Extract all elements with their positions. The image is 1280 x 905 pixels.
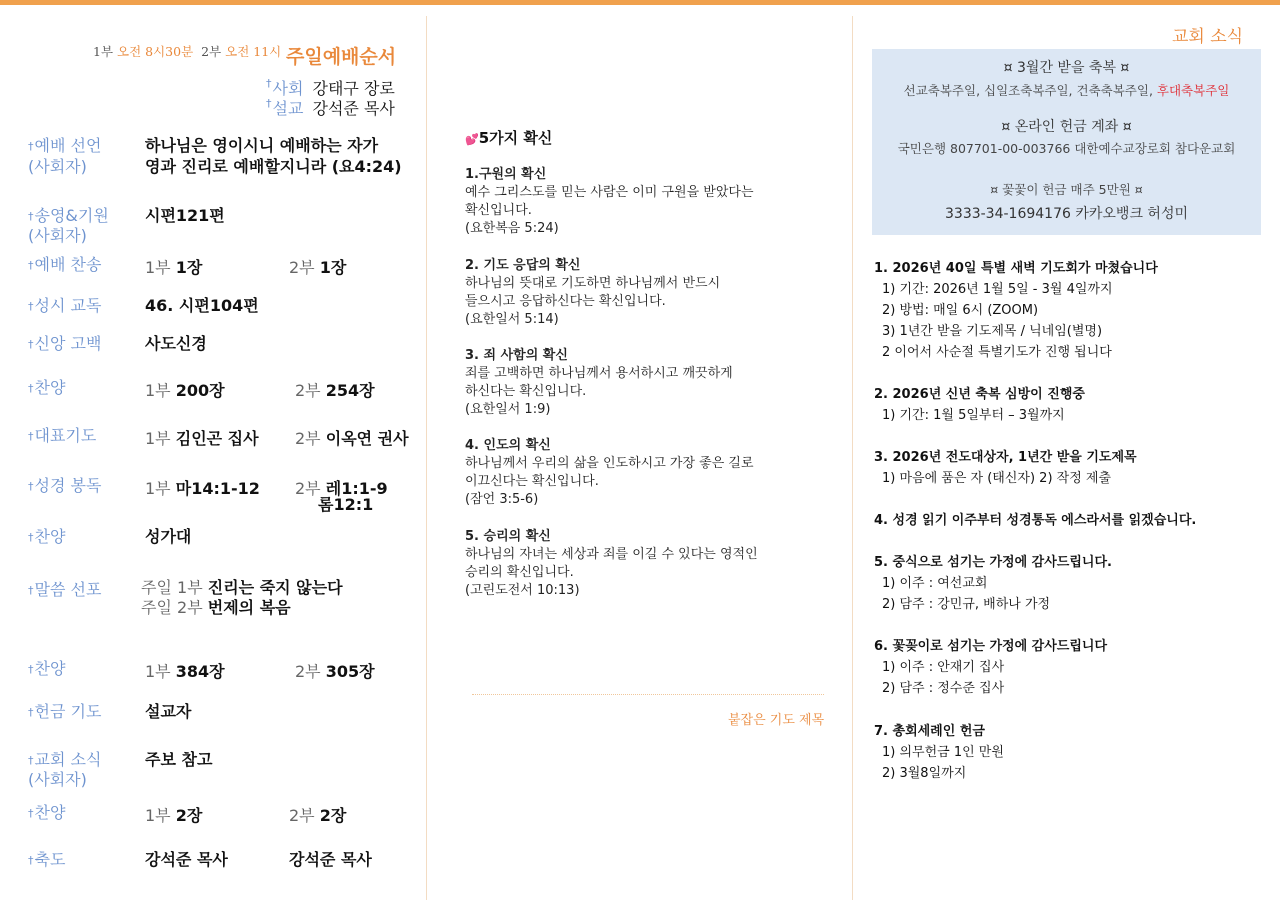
order-sub-declaration: (사회자)	[28, 157, 87, 176]
box-heading-account: ¤ 온라인 헌금 계좌 ¤	[1001, 119, 1132, 135]
order-value-scripture-2b: 롬12:1	[318, 495, 374, 514]
order-value-choir: 성가대	[145, 527, 192, 546]
order-label-praise-2: †찬양	[28, 659, 66, 678]
order-sub-news: (사회자)	[28, 770, 87, 789]
order-label-benediction: †축도	[28, 850, 66, 869]
order-value-doxology: 시편121편	[145, 206, 225, 225]
service-times: 1부 오전 8시30분 2부 오전 11시	[93, 44, 282, 59]
order-value-creed: 사도신경	[145, 334, 207, 353]
news-item-4: 4. 성경 읽기 이주부터 성경통독 에스라서를 읽겠습니다.	[874, 513, 1197, 528]
box-line-flowers: 3333-34-1694176 카카오뱅크 허성미	[945, 206, 1188, 222]
news-item-1: 1. 2026년 40일 특별 새벽 기도회가 마쳤습니다 1) 기간: 2026년 1월 5일 - 3월 4일까지 2) 방법: 매일 6시 (ZOOM) 3) 1년간 받을 기도제목 / 닉네임(별명) 2 이어서 사순절 특별기도가 진행 됩니다	[874, 261, 1158, 360]
order-value-news: 주보 참고	[145, 750, 213, 769]
order-label-hymn: †예배 찬송	[28, 255, 102, 274]
confirmation-2: 2. 기도 응답의 확신 하나님의 뜻대로 기도하면 하나님께서 반드시 들으시고 응답하신다는 확신입니다. (요한일서 5:14)	[465, 258, 721, 327]
order-value-prayer-2: 2부 이옥연 권사	[295, 429, 409, 448]
order-value-offering: 설교자	[145, 702, 192, 721]
order-label-choir: †찬양	[28, 527, 66, 546]
order-value-declaration-2: 영과 진리로 예배할지니라 (요4:24)	[145, 157, 402, 176]
order-value-prayer-1: 1부 김인곤 집사	[145, 429, 259, 448]
order-value-responsive: 46. 시편104편	[145, 296, 259, 315]
news-item-2: 2. 2026년 신년 축복 심방이 진행중 1) 기간: 1월 5일부터 – 3월까지	[874, 387, 1085, 423]
order-label-praise-1: †찬양	[28, 378, 66, 397]
top-accent-bar	[0, 0, 1280, 5]
leader-preacher: †설교 강석준 목사	[266, 97, 395, 118]
column-divider-2	[852, 16, 853, 900]
order-label-scripture: †성경 봉독	[28, 476, 102, 495]
order-value-praise-2b: 2부 305장	[295, 662, 375, 681]
order-label-praise-3: †찬양	[28, 803, 66, 822]
box-heading-blessings: ¤ 3월간 받을 축복 ¤	[1003, 60, 1130, 76]
order-sub-doxology: (사회자)	[28, 226, 87, 245]
confirmations-title: 💕5가지 확신	[465, 129, 553, 147]
news-item-6: 6. 꽃꽂이로 섬기는 가정에 감사드립니다 1) 이주 : 안재기 집사 2) 담주 : 정수준 집사	[874, 639, 1108, 696]
order-value-scripture-2: 2부 레1:1-9	[295, 479, 388, 498]
order-value-hymn-2: 2부 1장	[289, 258, 347, 277]
order-value-praise-1b: 2부 254장	[295, 381, 375, 400]
page-title: 주일예배순서	[286, 46, 397, 68]
news-title: 교회 소식	[1172, 27, 1244, 47]
news-item-5: 5. 중식으로 섬기는 가정에 감사드립니다. 1) 이주 : 여선교회 2) 담주 : 강민규, 배하나 가정	[874, 555, 1112, 612]
confirmation-1: 1.구원의 확신 예수 그리스도를 믿는 사람은 이미 구원을 받았다는 확신입니다. (요한복음 5:24)	[465, 167, 754, 236]
order-label-prayer: †대표기도	[28, 426, 97, 445]
order-value-benediction-1: 강석준 목사	[145, 850, 228, 869]
order-value-praise-3b: 2부 2장	[289, 806, 347, 825]
order-label-creed: †신앙 고백	[28, 334, 102, 353]
order-value-praise-1a: 1부 200장	[145, 381, 225, 400]
confirmation-3: 3. 죄 사함의 확신 죄를 고백하면 하나님께서 용서하시고 깨끗하게 하신다는 확신입니다. (요한일서 1:9)	[465, 348, 733, 417]
order-label-declaration: †예배 선언	[28, 136, 102, 155]
box-heading-flowers: ¤ 꽃꽃이 헌금 매주 5만원 ¤	[990, 182, 1143, 197]
heart-icon: 💕	[465, 133, 479, 146]
order-value-benediction-2: 강석준 목사	[289, 850, 372, 869]
order-value-hymn-1: 1부 1장	[145, 258, 203, 277]
order-value-praise-2a: 1부 384장	[145, 662, 225, 681]
prayer-topics-title: 붙잡은 기도 제목	[728, 713, 825, 728]
order-value-sermon-2: 주일 2부 번제의 복음	[141, 598, 291, 617]
order-label-doxology: †송영&기원	[28, 206, 109, 225]
dotted-divider	[472, 694, 824, 695]
order-label-offering: †헌금 기도	[28, 702, 102, 721]
order-label-sermon: †말씀 선포	[28, 580, 102, 599]
news-item-3: 3. 2026년 전도대상자, 1년간 받을 기도제목 1) 마음에 품은 자 (태신자) 2) 작정 제출	[874, 450, 1137, 486]
column-divider-1	[426, 16, 427, 900]
confirmation-4: 4. 인도의 확신 하나님께서 우리의 삶을 인도하시고 가장 좋은 길로 이끄신다는 확신입니다. (잠언 3:5-6)	[465, 438, 754, 507]
box-line-blessings: 선교축복주일, 십일조축복주일, 건축축복주일, 후대축복주일	[903, 83, 1230, 98]
confirmation-5: 5. 승리의 확신 하나님의 자녀는 세상과 죄를 이길 수 있다는 영적인 승리의 확신입니다. (고린도전서 10:13)	[465, 529, 758, 598]
box-line-account: 국민은행 807701-00-003766 대한예수교장로회 참다운교회	[897, 141, 1236, 156]
order-value-praise-3a: 1부 2장	[145, 806, 203, 825]
order-value-declaration-1: 하나님은 영이시니 예배하는 자가	[145, 136, 379, 155]
order-value-sermon-1: 주일 1부 진리는 죽지 않는다	[141, 578, 343, 597]
order-value-scripture-1: 1부 마14:1-12	[145, 479, 260, 498]
order-label-responsive: †성시 교독	[28, 296, 102, 315]
announcement-box	[872, 49, 1261, 235]
leader-host: †사회 강태구 장로	[266, 77, 395, 98]
news-item-7: 7. 총회세례인 헌금 1) 의무헌금 1인 만원 2) 3월8일까지	[874, 724, 1004, 781]
order-label-news: †교회 소식	[28, 750, 102, 769]
